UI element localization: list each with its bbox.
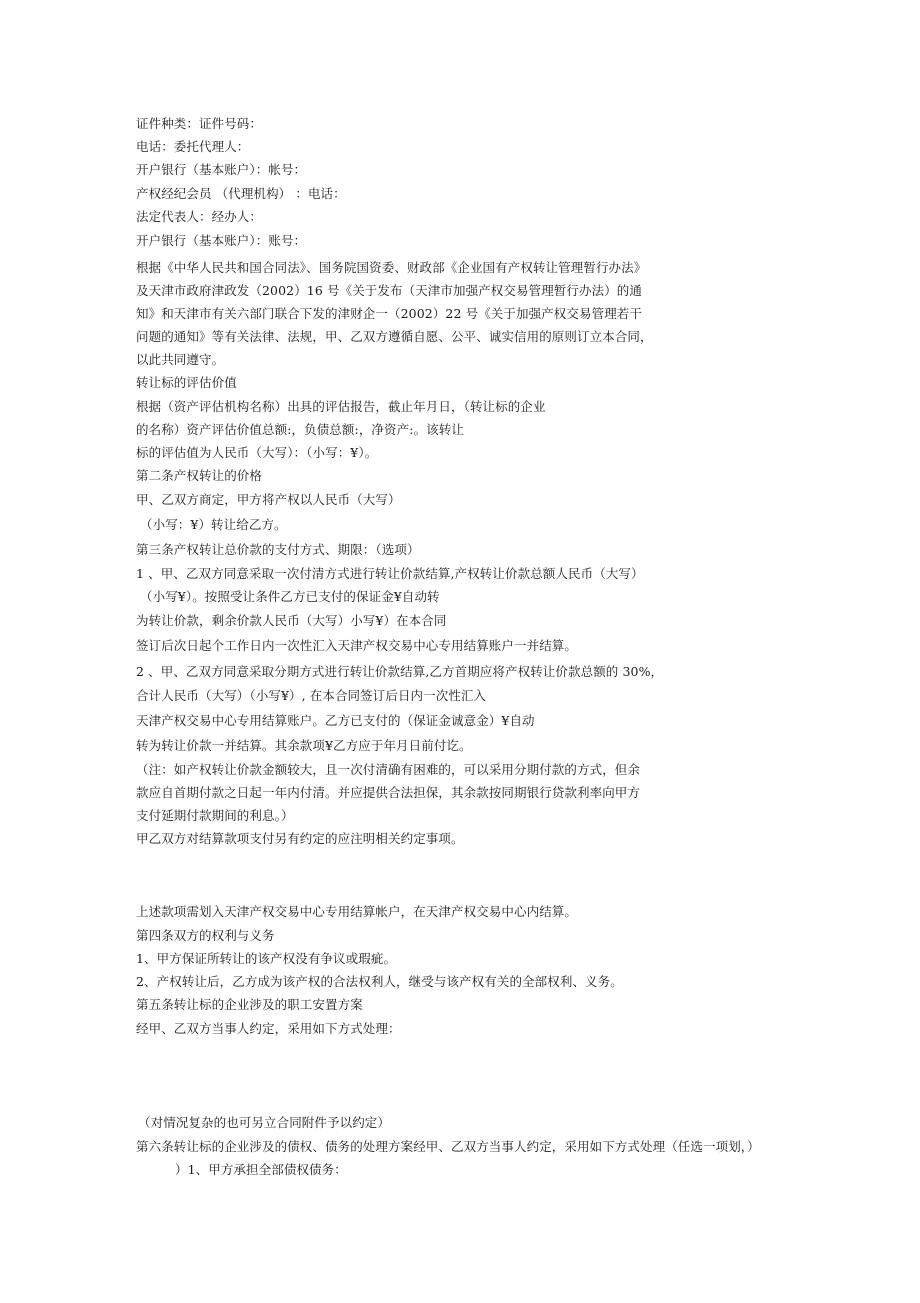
text-line: 以此共同遵守。 <box>136 352 225 367</box>
text-line: 2、产权转让后，乙方成为该产权的合法权利人，继受与该产权有关的全部权利、义务。 <box>136 974 623 989</box>
text-line: 电话：委托代理人： <box>136 139 250 154</box>
section-heading: 第二条产权转让的价格 <box>136 468 263 483</box>
text-line: 上述款项需划入天津产权交易中心专用结算帐户，在天津产权交易中心内结算。 <box>136 904 578 919</box>
text-line: 甲乙双方对结算款项支付另有约定的应注明相关约定事项。 <box>136 831 464 846</box>
text-line: 合计人民币（大写）（小写¥）, 在本合同签订后日内一次性汇入 <box>136 688 487 703</box>
section-heading: 第四条双方的权利与义务 <box>136 928 275 943</box>
text-line: 及天津市政府津政发（2002）16 号《关于发布（天津市加强产权交易管理暂行办法）的通 <box>136 283 642 298</box>
note-line: 支付延期付款期间的利息。） <box>136 808 294 823</box>
text-line: 1、甲方保证所转让的该产权没有争议或瑕疵。 <box>136 951 397 966</box>
note-line: 款应自首期付款之日起一年内付清。并应提供合法担保，其余款按同期银行贷款利率向甲方 <box>136 785 641 800</box>
text-line: 甲、乙双方商定，甲方将产权以人民币（大写） <box>136 492 401 507</box>
text-line: 经甲、乙双方当事人约定，采用如下方式处理： <box>136 1021 401 1036</box>
note-line: （注：如产权转让价款金额较大，且一次付清确有困难的，可以采用分期付款的方式，但余 <box>136 762 641 777</box>
section-heading: 转让标的评估价值 <box>136 375 237 390</box>
text-line: 1 、甲、乙双方同意采取一次付清方式进行转让价款结算,产权转让价款总额人民币（大写） <box>136 566 644 581</box>
text-line: 证件种类：证件号码： <box>136 116 263 131</box>
text-line: 转为转让价款一并结算。其余款项¥乙方应于年月日前付讫。 <box>136 738 472 753</box>
text-line: 根据《中华人民共和国合同法》、国务院国资委、财政部《企业国有产权转让管理暂行办法》 <box>136 260 647 275</box>
text-line: 标的评估值为人民币（大写）：（小写：¥）。 <box>136 445 378 460</box>
text-line: 法定代表人：经办人： <box>136 209 263 224</box>
text-line: 2 、甲、乙双方同意采取分期方式进行转让价款结算,乙方首期应将产权转让价款总额的 30%， <box>136 664 664 679</box>
text-line: 天津产权交易中心专用结算账户。乙方已支付的（保证金诚意金）¥自动 <box>136 713 535 728</box>
text-line: ）1、甲方承担全部债权债务： <box>175 1162 347 1177</box>
note-line: （对情况复杂的也可另立合同附件予以约定） <box>138 1115 391 1130</box>
text-line: 根据（资产评估机构名称）出具的评估报告，截止年月日，（转让标的企业 <box>136 399 546 414</box>
text-line: （小写：¥）转让给乙方。 <box>140 517 287 532</box>
section-heading: 第五条转让标的企业涉及的职工安置方案 <box>136 997 363 1012</box>
text-line: 为转让价款，剩余价款人民币（大写）小写¥）在本合同 <box>136 613 447 628</box>
text-line: 开户银行（基本账户）：账号： <box>136 233 307 248</box>
text-line: 签订后次日起个工作日内一次性汇入天津产权交易中心专用结算账户一并结算。 <box>136 638 578 653</box>
text-line: 知》和天津市有关六部门联合下发的津财企一（2002）22 号《关于加强产权交易管理若干 <box>136 306 642 321</box>
text-line: 开户银行（基本账户）：帐号： <box>136 162 307 177</box>
text-line: 产权经纪会员 （代理机构） ：电话： <box>136 186 346 201</box>
text-line: 问题的通知》等有关法律、法规，甲、乙双方遵循自愿、公平、诚实信用的原则订立本合同， <box>136 329 653 344</box>
text-line: （小写¥）。按照受让条件乙方已支付的保证金¥自动转 <box>140 589 440 604</box>
text-line: 的名称）资产评估价值总额:，负债总额:，净资产:。该转让 <box>136 422 464 437</box>
section-heading: 第六条转让标的企业涉及的债权、债务的处理方案经甲、乙双方当事人约定，采用如下方式处理（任选一项划，） <box>136 1139 760 1154</box>
section-heading: 第三条产权转让总价款的支付方式、期限：（选项） <box>136 542 420 557</box>
